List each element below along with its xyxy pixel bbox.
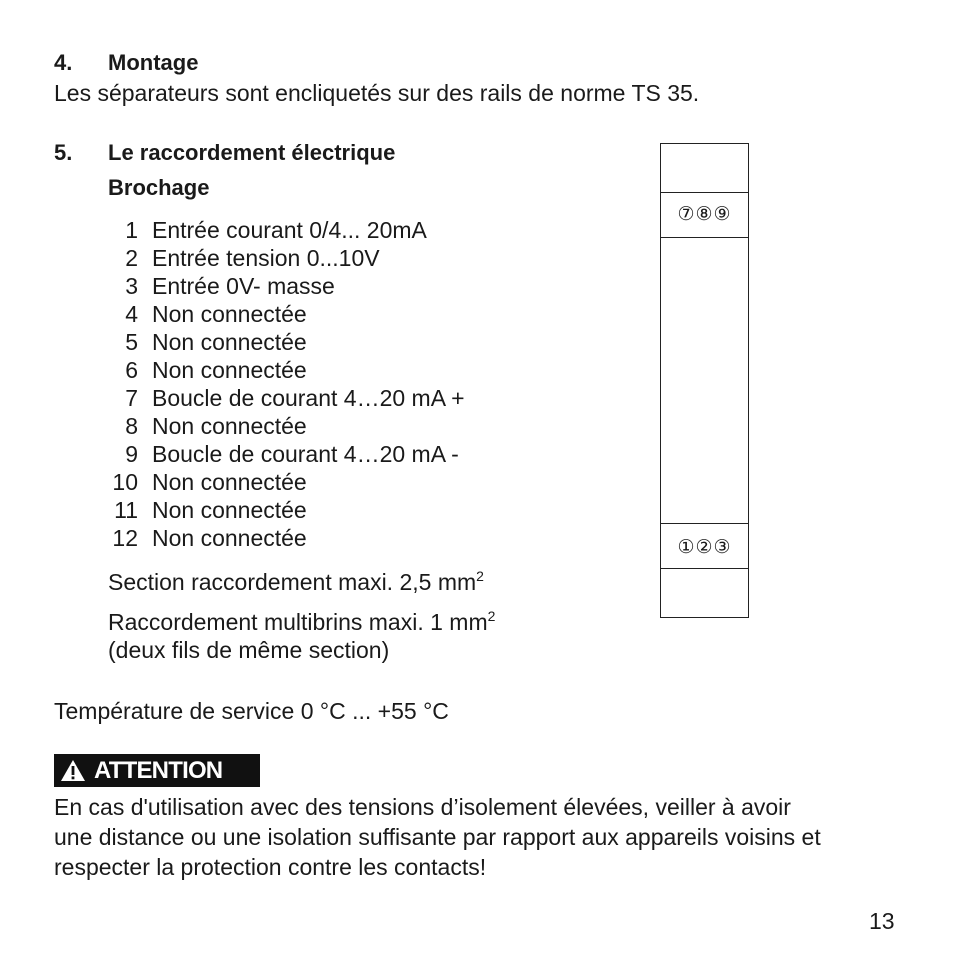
pin-number: 8 — [125, 413, 138, 439]
list-item — [108, 496, 465, 524]
pin-label: Boucle de courant 4…20 mA + — [152, 385, 465, 411]
pin-list — [108, 216, 465, 552]
section-note — [108, 568, 484, 596]
section-5-subtitle: Brochage — [108, 175, 210, 200]
section-5-title: Le raccordement électrique — [108, 140, 396, 165]
pin-label: Non connectée — [152, 413, 307, 439]
device-divider — [661, 192, 748, 193]
pin-label: Entrée 0V- masse — [152, 273, 335, 299]
attention-line-2: une distance ou une isolation suffisante par rapport aux appareils voisins et — [54, 824, 821, 850]
pin-number: 5 — [125, 329, 138, 355]
multi-note-superscript: 2 — [487, 608, 496, 624]
section-4-number: 4. — [54, 50, 73, 75]
device-divider — [661, 237, 748, 238]
list-item — [108, 356, 465, 384]
pin-label: Non connectée — [152, 497, 307, 523]
pin-number: 10 — [112, 469, 138, 495]
list-item — [108, 216, 465, 244]
multi-note-text: Raccordement multibrins maxi. 1 mm — [108, 609, 488, 635]
multi-note-line2: (deux fils de même section) — [108, 637, 390, 663]
pin-number: 11 — [114, 497, 138, 523]
section-4-heading — [54, 49, 198, 77]
pin-label: Non connectée — [152, 301, 307, 327]
temperature-text: Température de service 0 °C ... +55 °C — [54, 698, 449, 724]
top-terminals: ⑦⑧⑨ — [677, 203, 732, 225]
section-5-number: 5. — [54, 140, 73, 165]
attention-line-3: respecter la protection contre les contacts! — [54, 854, 487, 880]
list-item — [108, 272, 465, 300]
pin-label: Non connectée — [152, 469, 307, 495]
warning-triangle-icon — [60, 759, 86, 782]
pin-label: Non connectée — [152, 329, 307, 355]
device-divider — [661, 568, 748, 569]
pin-number: 12 — [112, 525, 138, 551]
section-5-heading — [54, 139, 395, 167]
device-diagram — [660, 143, 749, 618]
attention-label: ATTENTION — [94, 756, 223, 784]
list-item — [108, 468, 465, 496]
pin-number: 1 — [125, 217, 138, 243]
pin-number: 3 — [125, 273, 138, 299]
pin-label: Non connectée — [152, 525, 307, 551]
pin-number: 4 — [125, 301, 138, 327]
list-item — [108, 384, 465, 412]
bottom-terminals: ①②③ — [677, 536, 732, 558]
section-4-title: Montage — [108, 50, 199, 75]
list-item — [108, 300, 465, 328]
section-4-text: Les séparateurs sont encliquetés sur des rails de norme TS 35. — [54, 80, 700, 106]
device-divider — [661, 523, 748, 524]
list-item — [108, 440, 465, 468]
multi-note — [108, 608, 495, 636]
pin-number: 2 — [125, 245, 138, 271]
list-item — [108, 244, 465, 272]
list-item — [108, 524, 465, 552]
section-note-superscript: 2 — [476, 568, 484, 584]
page-number: 13 — [869, 908, 895, 934]
attention-line-1: En cas d'utilisation avec des tensions d’isolement élevées, veiller à avoir — [54, 794, 791, 820]
pin-label: Non connectée — [152, 357, 307, 383]
pin-number: 7 — [125, 385, 138, 411]
pin-number: 6 — [125, 357, 138, 383]
pin-number: 9 — [125, 441, 138, 467]
section-note-text: Section raccordement maxi. 2,5 mm — [108, 569, 477, 595]
pin-label: Entrée courant 0/4... 20mA — [152, 217, 427, 243]
list-item — [108, 328, 465, 356]
list-item — [108, 412, 465, 440]
attention-badge — [54, 754, 260, 787]
pin-label: Boucle de courant 4…20 mA - — [152, 441, 459, 467]
pin-label: Entrée tension 0...10V — [152, 245, 380, 271]
